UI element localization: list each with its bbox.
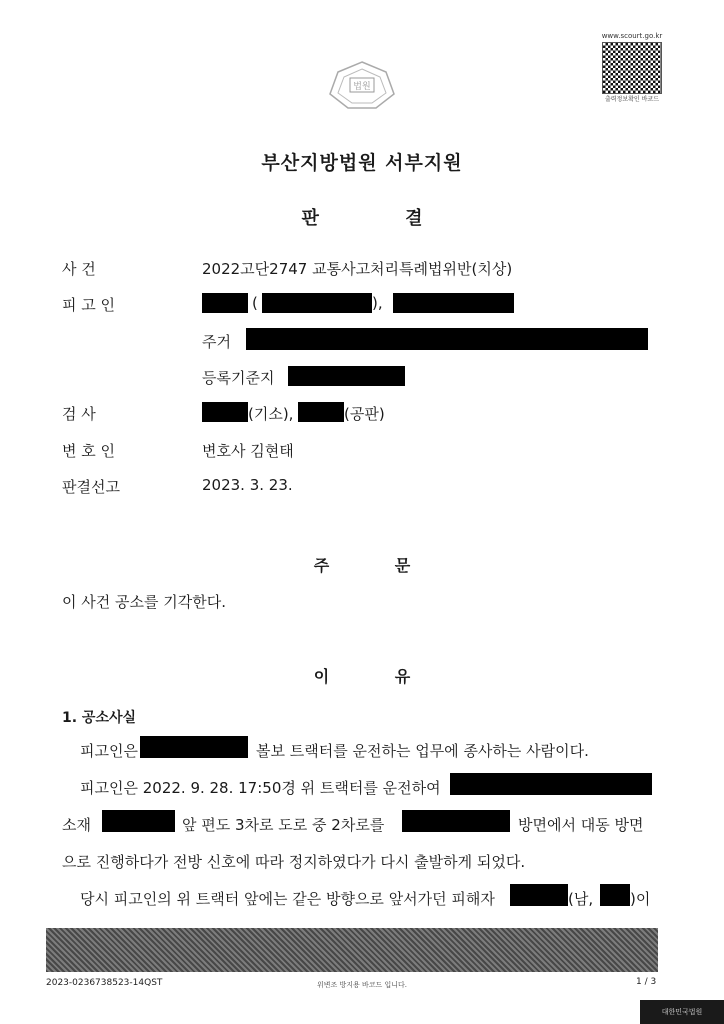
redaction-box bbox=[450, 773, 652, 795]
redaction-box bbox=[246, 328, 648, 350]
redaction-box bbox=[262, 293, 372, 313]
page-number: 1 / 3 bbox=[636, 977, 657, 987]
anti-forgery-barcode bbox=[46, 928, 658, 972]
redaction-box bbox=[102, 810, 175, 832]
redaction-box bbox=[202, 293, 248, 313]
defendant-close-paren: ), bbox=[372, 294, 383, 312]
court-footer-mark: 대한민국법원 bbox=[640, 1000, 724, 1024]
reason-line-3c: 방면에서 대동 방면 bbox=[518, 816, 644, 834]
reasons-heading: 이 유 bbox=[313, 667, 411, 686]
reason-line-5a: 당시 피고인의 위 트랙터 앞에는 같은 방향으로 앞서가던 피해자 bbox=[80, 890, 495, 908]
redaction-box bbox=[393, 293, 514, 313]
court-seal-icon bbox=[326, 60, 398, 110]
counsel-label: 변 호 인 bbox=[62, 442, 116, 460]
seal-text: 법원 bbox=[353, 82, 371, 92]
section-heading: 1. 공소사실 bbox=[62, 710, 137, 726]
order-heading: 주 문 bbox=[313, 556, 411, 575]
redaction-box bbox=[402, 810, 510, 832]
prosecutor-label: 검 사 bbox=[62, 405, 96, 423]
prosecutor-suffix-1: (기소), bbox=[248, 405, 294, 423]
reason-line-5c: )이 bbox=[630, 890, 651, 908]
qr-code bbox=[602, 42, 662, 94]
reason-line-3b: 앞 편도 3차로 도로 중 2차로를 bbox=[182, 816, 385, 834]
address-label: 주거 bbox=[202, 333, 231, 351]
reason-line-4: 으로 진행하다가 전방 신호에 따라 정지하였다가 다시 출발하게 되었다. bbox=[62, 853, 526, 871]
reason-line-1b: 볼보 트랙터를 운전하는 업무에 종사하는 사람이다. bbox=[256, 742, 589, 760]
prosecutor-suffix-2: (공판) bbox=[344, 405, 385, 423]
judgment-date-label: 판결선고 bbox=[62, 478, 120, 496]
case-value: 2022고단2747 교통사고처리특례법위반(치상) bbox=[202, 260, 513, 278]
reason-line-2a: 피고인은 2022. 9. 28. 17:50경 위 트랙터를 운전하여 bbox=[80, 779, 441, 797]
redaction-box bbox=[298, 402, 344, 422]
reason-line-1a: 피고인은 bbox=[80, 742, 138, 760]
court-name: 부산지방법원 서부지원 bbox=[261, 152, 463, 174]
registry-label: 등록기준지 bbox=[202, 369, 275, 387]
redaction-box bbox=[600, 884, 630, 906]
defendant-label: 피 고 인 bbox=[62, 296, 116, 314]
court-url: www.scourt.go.kr bbox=[601, 32, 663, 40]
defendant-open-paren: ( bbox=[252, 294, 258, 312]
redaction-box bbox=[288, 366, 405, 386]
document-id: 2023-0236738523-14QST bbox=[46, 978, 163, 988]
order-text: 이 사건 공소를 기각한다. bbox=[62, 593, 226, 611]
redaction-box bbox=[140, 736, 248, 758]
reason-line-5b: (남, bbox=[568, 890, 594, 908]
counsel-value: 변호사 김현태 bbox=[202, 442, 294, 460]
judgment-date-value: 2023. 3. 23. bbox=[202, 476, 293, 494]
barcode-note: 위변조 방지용 바코드 입니다. bbox=[316, 981, 408, 989]
redaction-box bbox=[202, 402, 248, 422]
redaction-box bbox=[510, 884, 568, 906]
reason-line-3a: 소재 bbox=[62, 816, 91, 834]
qr-caption: 출력정보확인 바코드 bbox=[604, 96, 660, 103]
case-label: 사 건 bbox=[62, 260, 96, 278]
document-title: 판 결 bbox=[301, 208, 423, 229]
